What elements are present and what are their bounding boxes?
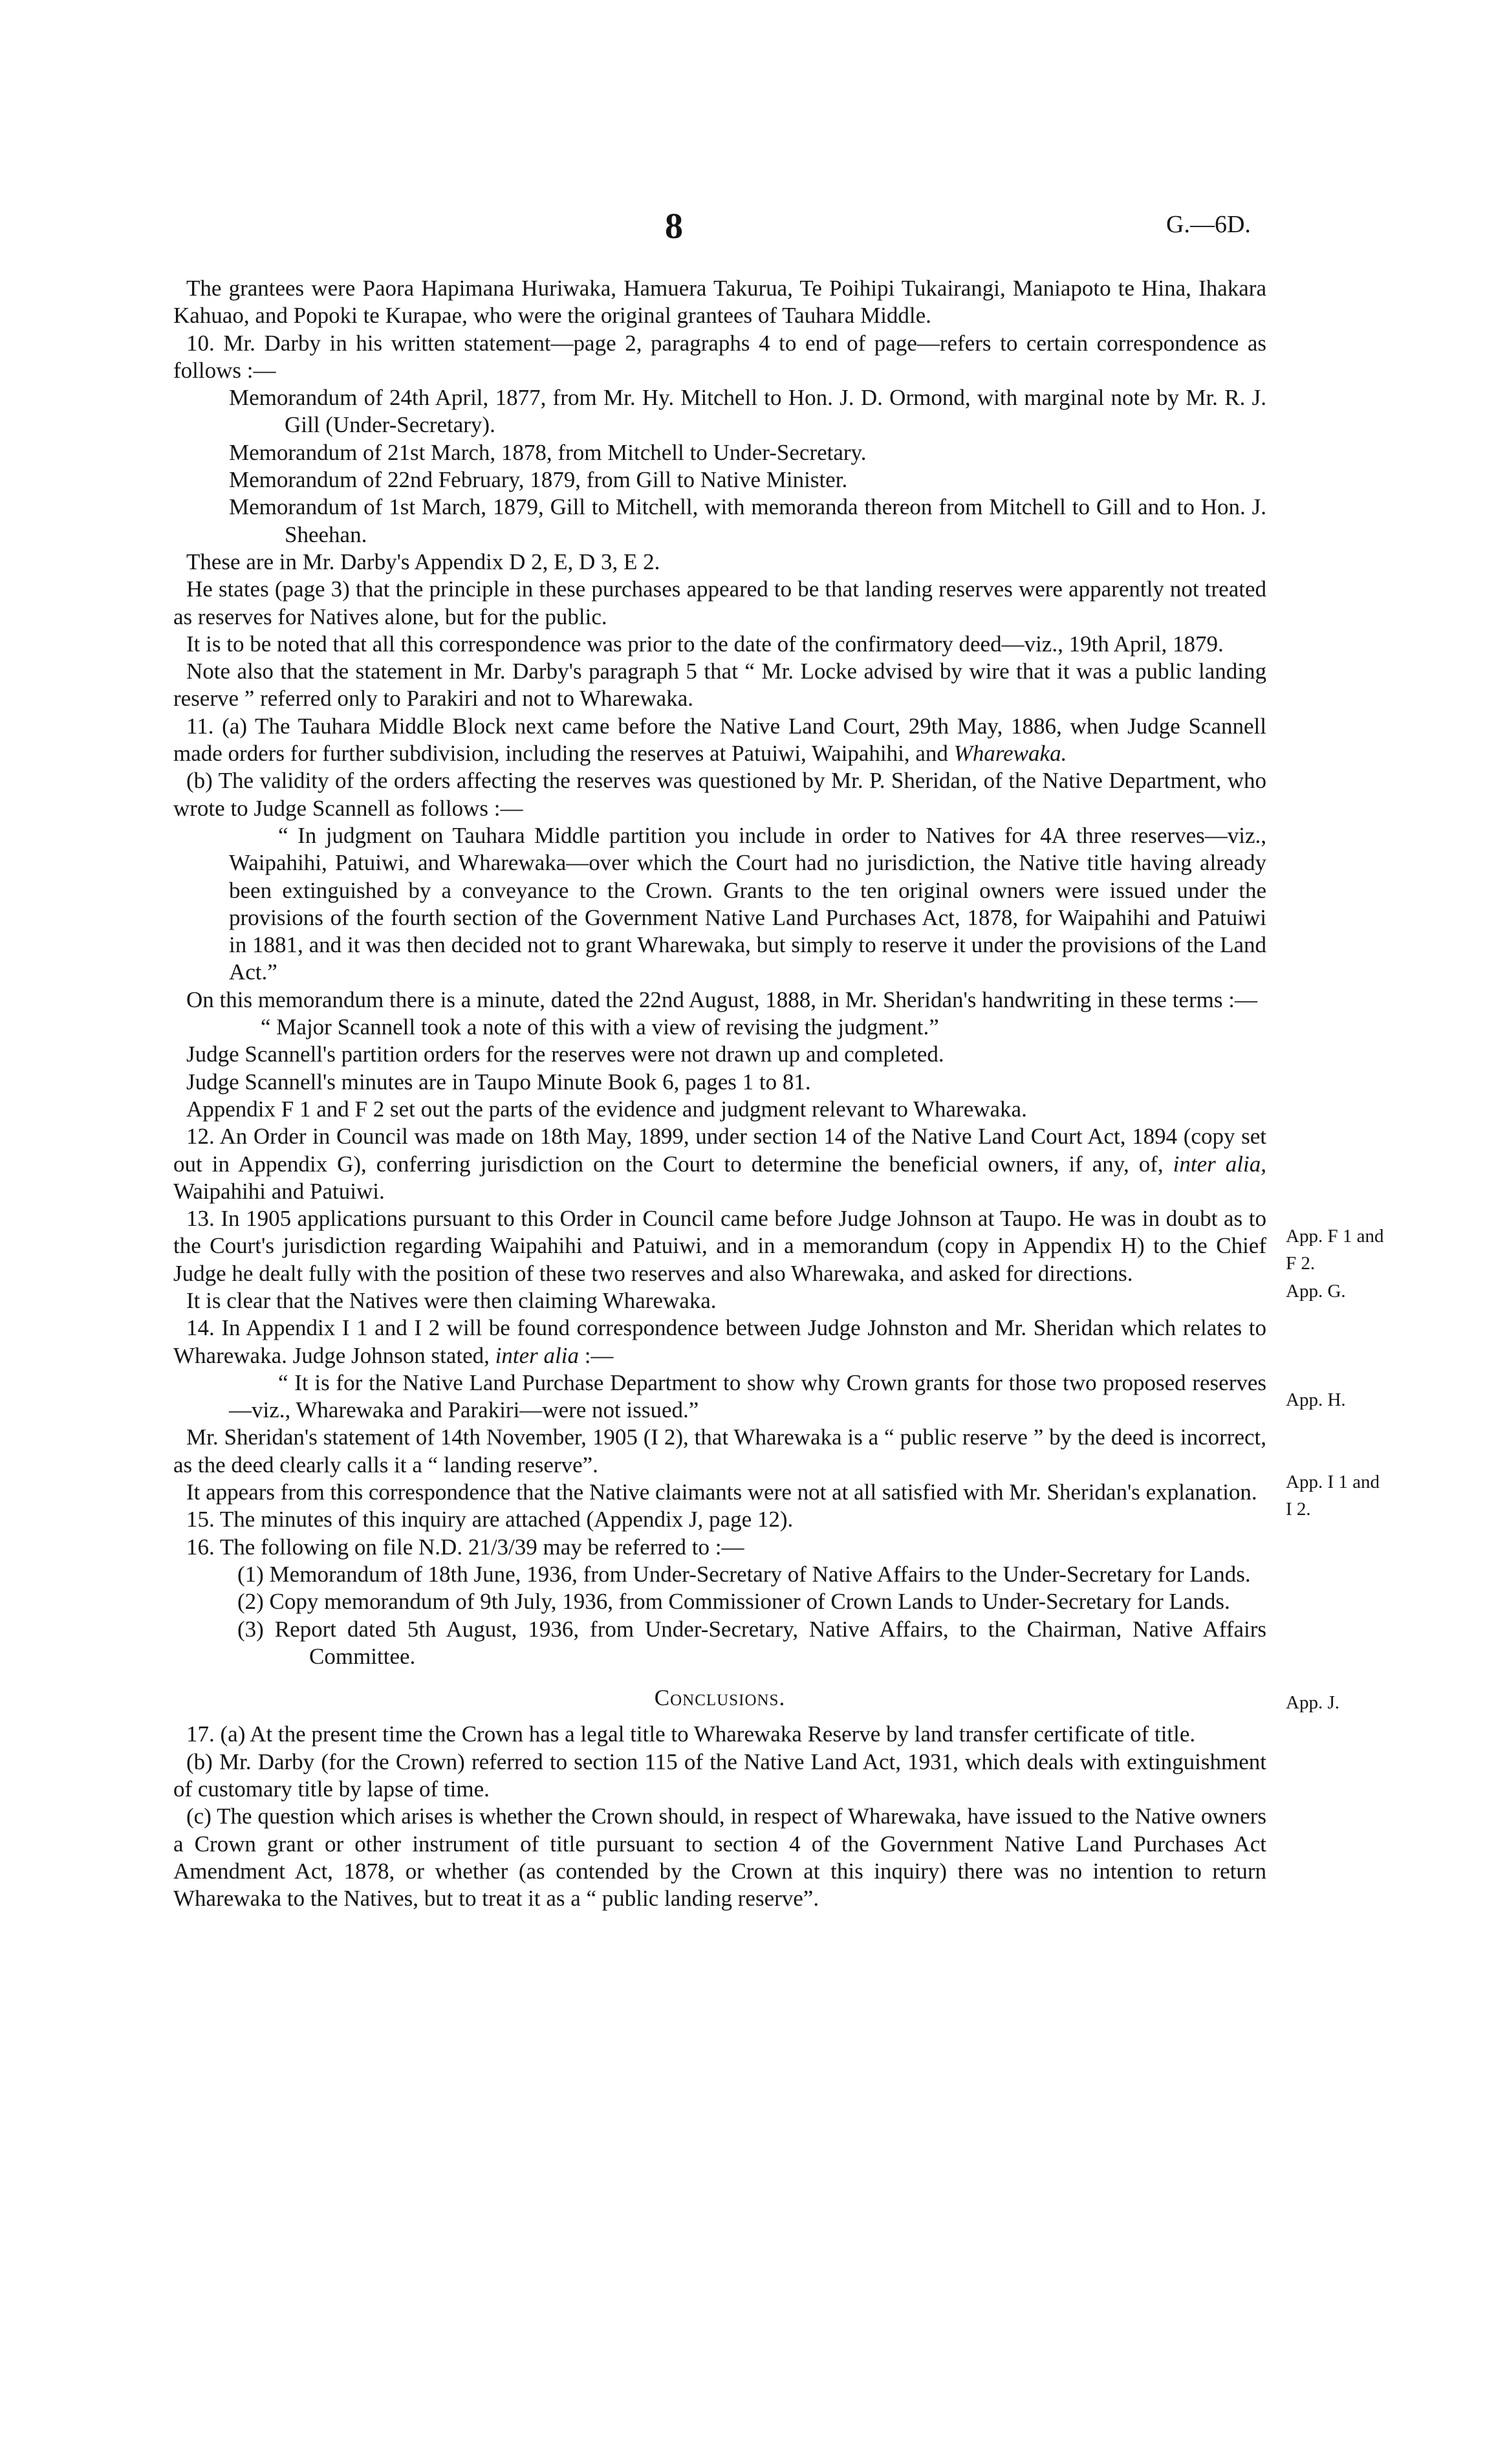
paragraph: It is to be noted that all this correspondence was prior to the date of the confirmatory deed—viz., 19th April, 1879. xyxy=(186,631,1224,657)
document-body xyxy=(173,275,1266,1913)
paragraph: Note also that the statement in Mr. Darby's paragraph 5 that “ Mr. Locke advised by wire that it was a public landing reserve ” referred only to Parakiri and not to Wharewaka. xyxy=(173,659,1266,712)
margin-note-line: App. F 1 and xyxy=(1286,1226,1384,1247)
paragraph: It appears from this correspondence that the Native claimants were not at all satisfied with Mr. Sheridan's explanation. xyxy=(186,1479,1257,1505)
paragraph-16: 16. The following on file N.D. 21/3/39 may be referred to :— xyxy=(186,1534,744,1560)
paragraph-text: 11. (a) The Tauhara Middle Block next came before the Native Land Court, 29th May, 1886, when Judge Scannell made orders for further subdivision, including the reserves at Patuiwi, Waipahihi, and xyxy=(173,713,1266,767)
paragraph: It is clear that the Natives were then claiming Wharewaka. xyxy=(186,1287,717,1313)
block-quote: “ In judgment on Tauhara Middle partition you include in order to Natives for 4A three reserves—viz., Waipahihi, Patuiwi, and Wharewaka—over which the Court had no jurisdiction, the Native title having already been extinguished by a conveyance to the Crown. Grants to the ten original owners were issued under the provisions of the fourth section of the Government Native Land Purchases Act, 1878, for Waipahihi and Patuiwi in 1881, and it was then decided not to grant Wharewaka, but simply to reserve it under the provisions of the Land Act.” xyxy=(229,822,1266,985)
margin-note-app-f xyxy=(1286,1223,1435,1277)
margin-note-app-g: App. G. xyxy=(1286,1281,1346,1302)
paragraph-text: 14. In Appendix I 1 and I 2 will be found correspondence between Judge Johnston and Mr. Sheridan which relates to Wharewaka. Judge Johnson stated, xyxy=(173,1315,1266,1368)
margin-note-line: App. I 1 and xyxy=(1286,1472,1380,1492)
paragraph: These are in Mr. Darby's Appendix D 2, E, D 3, E 2. xyxy=(186,549,660,574)
block-quote: “ Major Scannell took a note of this with a view of revising the judgment.” xyxy=(261,1014,939,1040)
paragraph-12 xyxy=(173,1123,1266,1205)
paragraph: The grantees were Paora Hapimana Huriwaka, Hamuera Takurua, Te Poihipi Tukairangi, Maniapoto te Hina, Ihakara Kahuao, and Popoki te Kurapae, who were the original grantees of Tauhara Middle. xyxy=(173,276,1266,329)
italic-text: inter alia xyxy=(495,1342,579,1368)
paragraph-text: :— xyxy=(584,1342,614,1368)
paragraph-17b: (b) Mr. Darby (for the Crown) referred to section 115 of the Native Land Act, 1931, which deals with extinguishment of customary title by lapse of time. xyxy=(173,1749,1266,1802)
margin-note-app-j: App. J. xyxy=(1286,1692,1339,1713)
paragraph: He states (page 3) that the principle in these purchases appeared to be that landing reserves were apparently not treated as reserves for Natives alone, but for the public. xyxy=(173,576,1266,629)
margin-note-app-i xyxy=(1286,1468,1435,1523)
document-code: G.—6D. xyxy=(1166,211,1251,238)
margin-note-line: F 2. xyxy=(1286,1253,1316,1274)
paragraph: On this memorandum there is a minute, dated the 22nd August, 1888, in Mr. Sheridan's handwriting in these terms :— xyxy=(186,987,1257,1012)
margin-note-line: I 2. xyxy=(1286,1499,1311,1520)
italic-text: Wharewaka. xyxy=(953,741,1067,767)
paragraph: Mr. Sheridan's statement of 14th November, 1905 (I 2), that Wharewaka is a “ public reserve ” by the deed is incorrect, as the deed clearly calls it a “ landing reserve”. xyxy=(173,1424,1266,1477)
memo-item: Memorandum of 1st March, 1879, Gill to Mitchell, with memoranda thereon from Mitchell to Gill and to Hon. J. Sheehan. xyxy=(229,494,1266,547)
memo-item: Memorandum of 22nd February, 1879, from Gill to Native Minister. xyxy=(229,467,848,493)
memo-item: Memorandum of 21st March, 1878, from Mitchell to Under-Secretary. xyxy=(229,439,867,465)
paragraph-14 xyxy=(173,1314,1266,1369)
margin-note-app-h: App. H. xyxy=(1286,1390,1346,1410)
paragraph-11b: (b) The validity of the orders affecting the reserves was questioned by Mr. P. Sheridan, of the Native Department, who wrote to Judge Scannell as follows :— xyxy=(173,768,1266,821)
paragraph: Judge Scannell's minutes are in Taupo Minute Book 6, pages 1 to 81. xyxy=(186,1069,811,1095)
list-item: (2) Copy memorandum of 9th July, 1936, from Commissioner of Crown Lands to Under-Secretary for Lands. xyxy=(237,1589,1230,1615)
paragraph-17c: (c) The question which arises is whether the Crown should, in respect of Wharewaka, have issued to the Native owners a Crown grant or other instrument of title pursuant to section 4 of the Government Native Land Purchases Act Amendment Act, 1878, or whether (as contended by the Crown at this inquiry) there was no intention to return Wharewaka to the Natives, but to treat it as a “ public landing reserve”. xyxy=(173,1804,1266,1912)
list-item: (3) Report dated 5th August, 1936, from Under-Secretary, Native Affairs, to the Chairman, Native Affairs Committee. xyxy=(237,1616,1266,1669)
paragraph-13: 13. In 1905 applications pursuant to this Order in Council came before Judge Johnson at Taupo. He was in doubt as to the Court's jurisdiction regarding Waipahihi and Patuiwi, and in a memorandum (copy in Appendix H) to the Chief Judge he dealt fully with the position of these two reserves and also Wharewaka, and asked for directions. xyxy=(173,1206,1266,1286)
paragraph-text: Waipahihi and Patuiwi. xyxy=(173,1178,385,1204)
memo-item: Memorandum of 24th April, 1877, from Mr. Hy. Mitchell to Hon. J. D. Ormond, with marginal note by Mr. R. J. Gill (Under-Secretary). xyxy=(229,385,1266,438)
paragraph-text: 12. An Order in Council was made on 18th May, 1899, under section 14 of the Native Land Court Act, 1894 (copy set out in Appendix G), conferring jurisdiction on the Court to determine the beneficial owners, if any, of, xyxy=(173,1124,1266,1177)
section-heading: Conclusions. xyxy=(654,1685,786,1711)
list-item: (1) Memorandum of 18th June, 1936, from Under-Secretary of Native Affairs to the Under-Secretary for Lands. xyxy=(237,1561,1251,1587)
paragraph-11a xyxy=(173,713,1266,768)
block-quote: “ It is for the Native Land Purchase Department to show why Crown grants for those two proposed reserves—viz., Wharewaka and Parakiri—were not issued.” xyxy=(229,1369,1266,1423)
paragraph: Judge Scannell's partition orders for the reserves were not drawn up and completed. xyxy=(186,1041,944,1067)
paragraph-10: 10. Mr. Darby in his written statement—page 2, paragraphs 4 to end of page—refers to certain correspondence as follows :— xyxy=(173,330,1266,383)
paragraph-17a: 17. (a) At the present time the Crown has a legal title to Wharewaka Reserve by land transfer certificate of title. xyxy=(186,1721,1196,1747)
page-number: 8 xyxy=(665,206,683,246)
paragraph: Appendix F 1 and F 2 set out the parts of the evidence and judgment relevant to Wharewaka. xyxy=(186,1096,1027,1122)
paragraph-15: 15. The minutes of this inquiry are attached (Appendix J, page 12). xyxy=(186,1507,794,1532)
italic-text: inter alia, xyxy=(1173,1151,1266,1177)
